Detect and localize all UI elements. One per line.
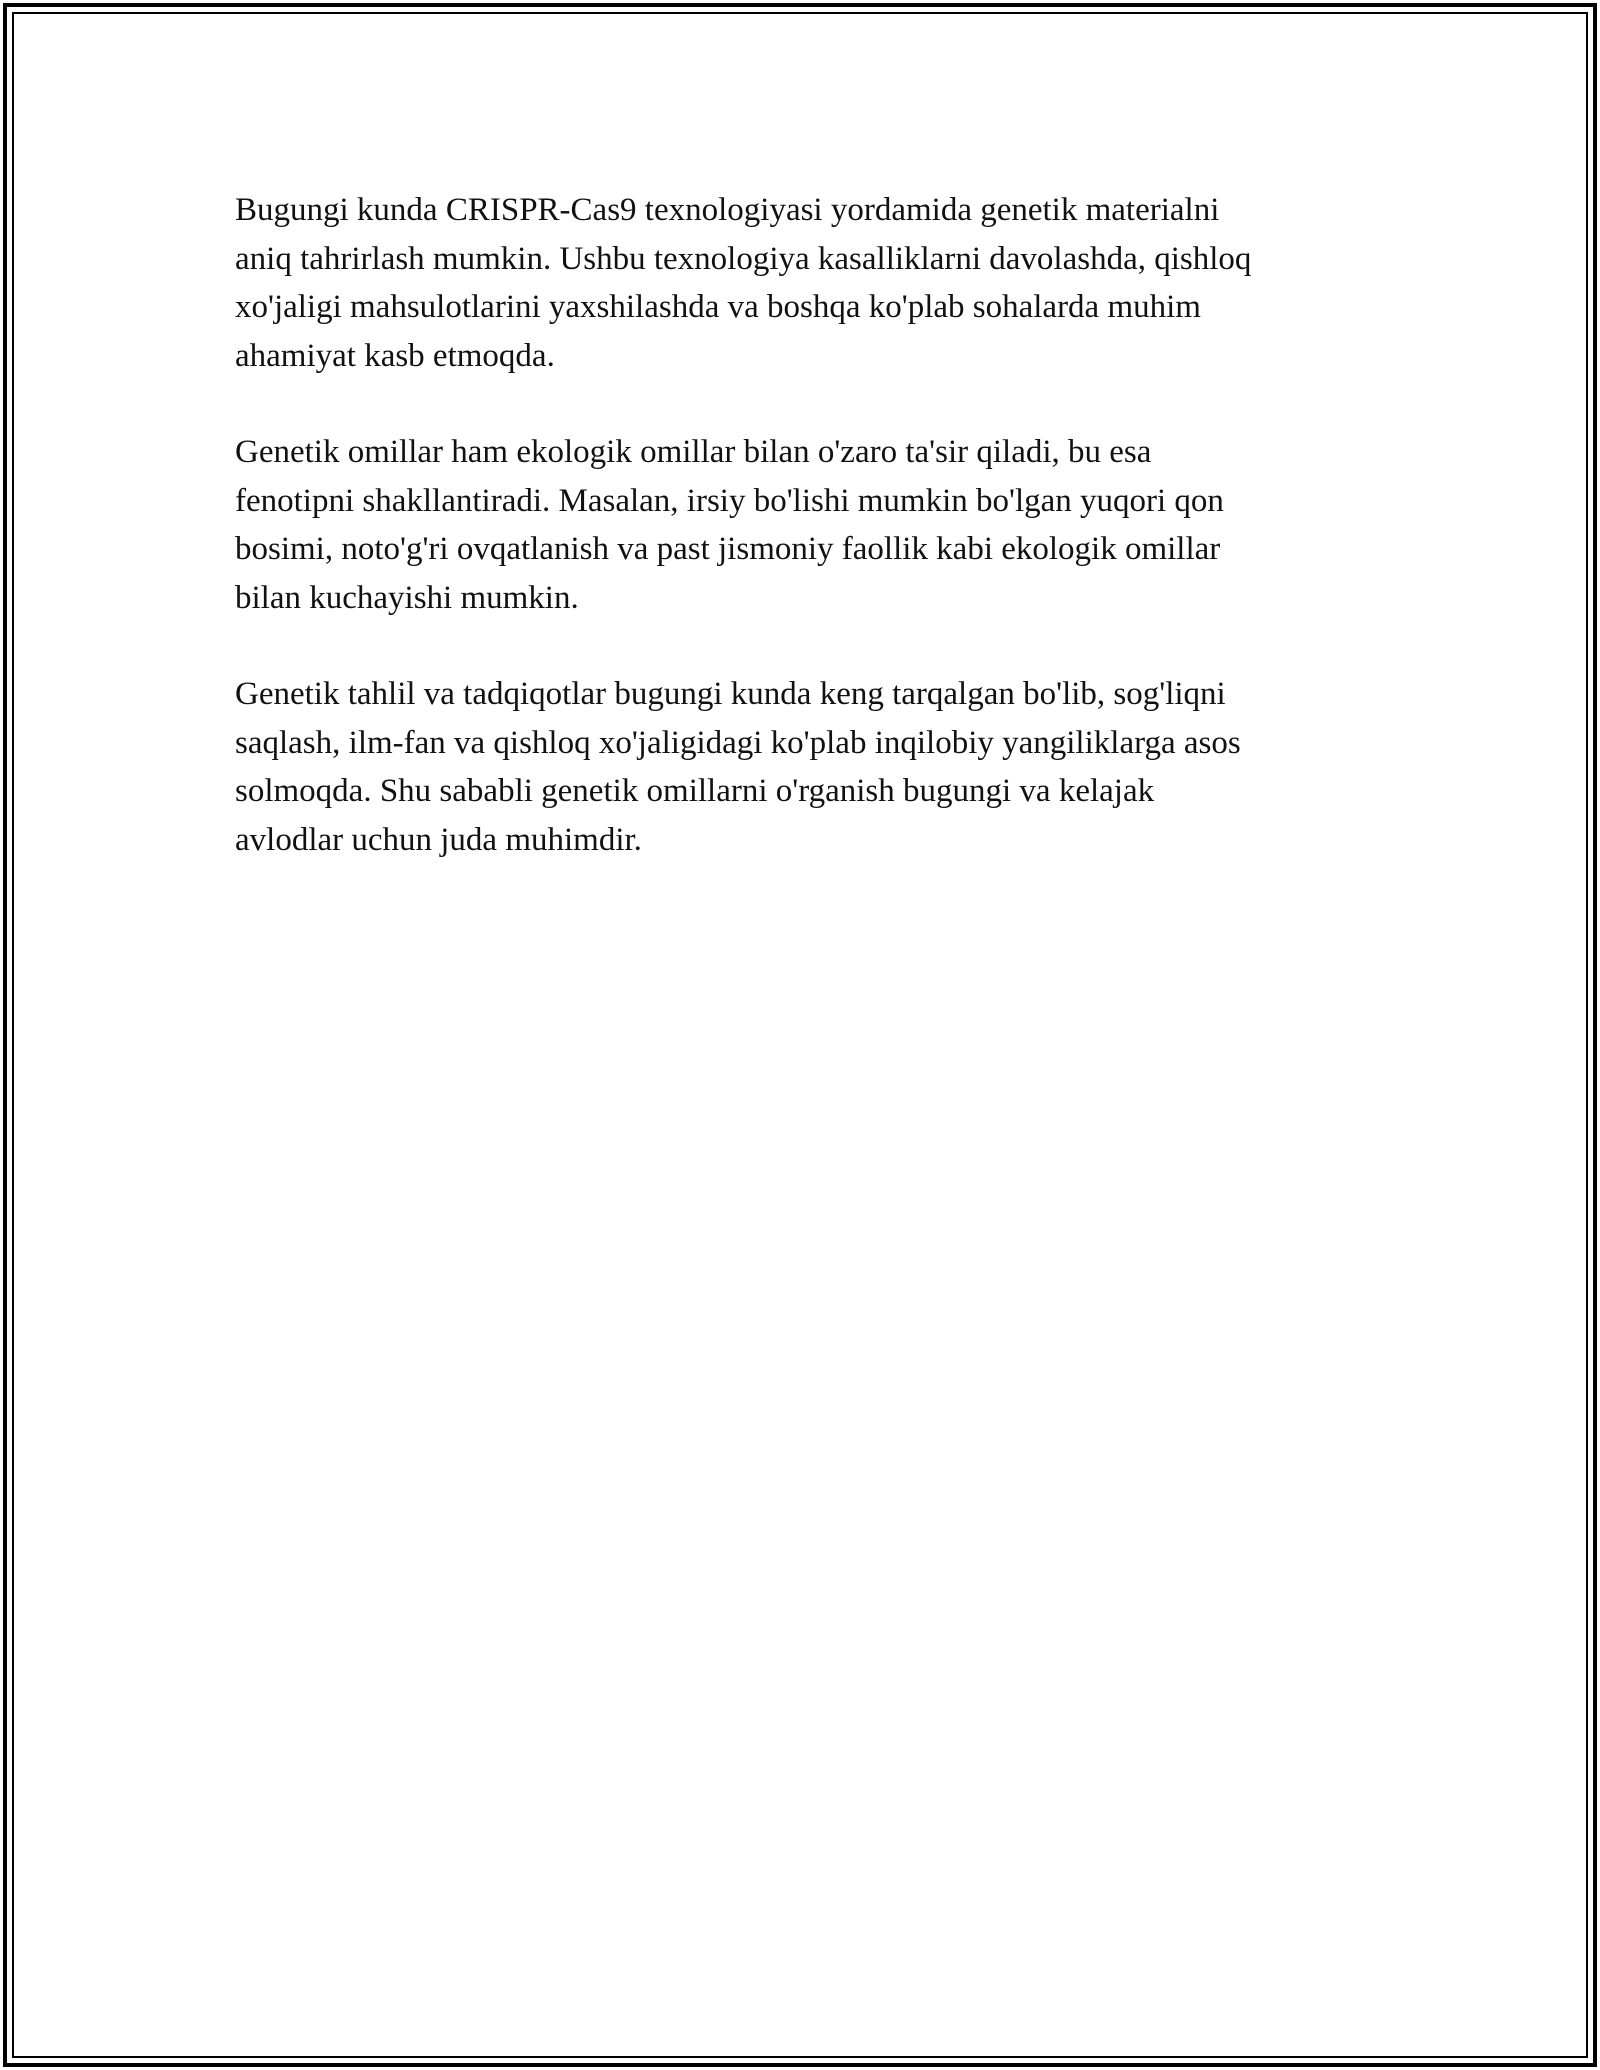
text-line: aniq tahrirlash mumkin. Ushbu texnologiya kasalliklarni davolashda, qishloq — [235, 240, 1252, 277]
text-line: fenotipni shakllantiradi. Masalan, irsiy bo'lishi mumkin bo'lgan yuqori qon — [235, 482, 1224, 519]
text-line: saqlash, ilm-fan va qishloq xo'jaligidagi ko'plab inqilobiy yangiliklarga asos — [235, 724, 1241, 761]
paragraph-3 — [235, 670, 1375, 864]
text-line: xo'jaligi mahsulotlarini yaxshilashda va boshqa ko'plab sohalarda muhim — [235, 289, 1201, 325]
text-line: bilan kuchayishi mumkin. — [235, 579, 579, 616]
text-line: solmoqda. Shu sababli genetik omillarni o'rganish bugungi va kelajak — [235, 773, 1155, 809]
paragraph-1 — [235, 186, 1375, 380]
text-line: avlodlar uchun juda muhimdir. — [235, 821, 642, 858]
text-line: Genetik tahlil va tadqiqotlar bugungi kunda keng tarqalgan bo'lib, sog'liqni — [235, 676, 1226, 712]
text-line: Bugungi kunda CRISPR-Cas9 texnologiyasi yordamida genetik materialni — [235, 192, 1220, 228]
text-line: Genetik omillar ham ekologik omillar bilan o'zaro ta'sir qiladi, bu esa — [235, 434, 1152, 470]
document-body — [235, 186, 1375, 912]
paragraph-2 — [235, 428, 1375, 622]
text-line: ahamiyat kasb etmoqda. — [235, 337, 555, 374]
text-line: bosimi, noto'g'ri ovqatlanish va past jismoniy faollik kabi ekologik omillar — [235, 531, 1221, 567]
